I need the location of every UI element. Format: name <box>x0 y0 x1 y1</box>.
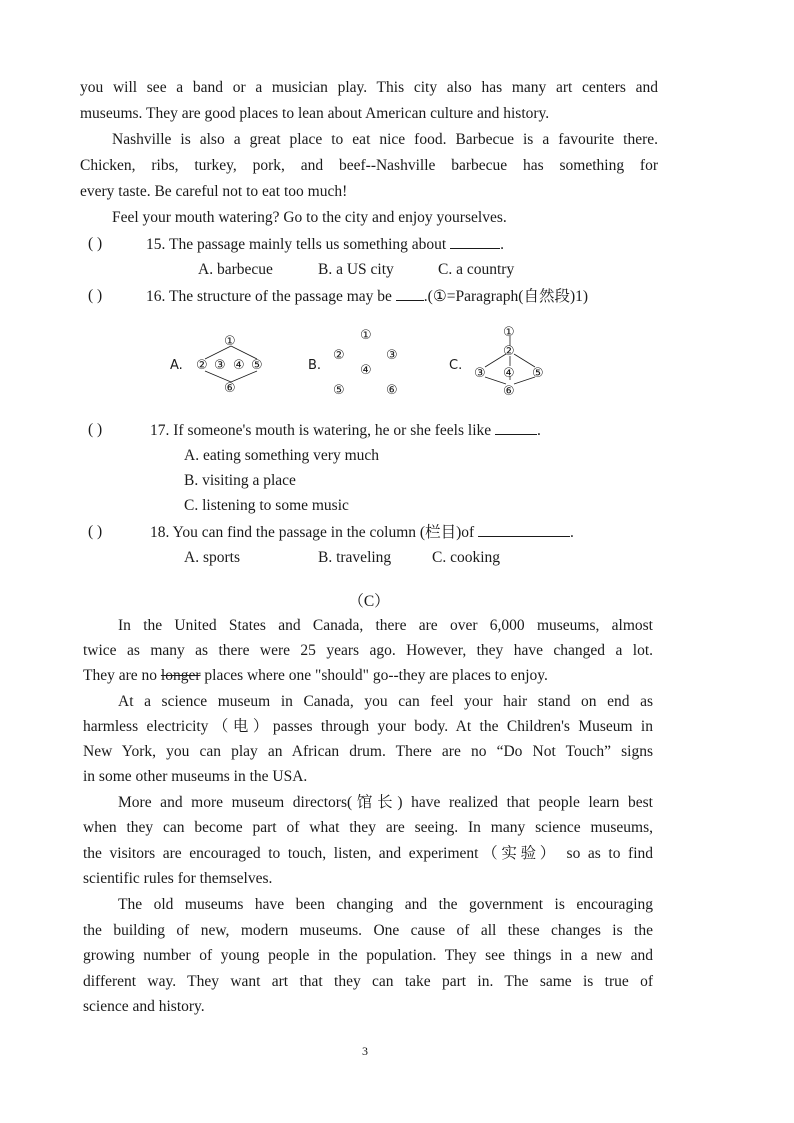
question-16-blank[interactable] <box>396 286 424 301</box>
passage-c-p4-line-4: different way. They want art that they can take part in. The same is true of <box>83 973 653 990</box>
question-16-stem: 16. The structure of the passage may be <box>146 288 392 305</box>
diagram-a-node-4: ④ <box>233 358 245 373</box>
diagram-a-node-6: ⑥ <box>224 381 236 396</box>
answer-paren-18[interactable]: ( ) <box>88 523 103 540</box>
passage-b-line-3: Nashville is also a great place to eat nice food. Barbecue is a favourite there. <box>112 131 658 148</box>
q17-option-c: C. listening to some music <box>184 497 349 514</box>
question-18-blank[interactable] <box>478 522 570 537</box>
structure-diagrams <box>160 322 560 402</box>
passage-b-line-2: museums. They are good places to lean about American culture and history. <box>80 105 550 122</box>
passage-c-p3-line-2: when they can become part of what they are seeing. In many science museums, <box>83 819 653 836</box>
passage-c-p3-line-3: the visitors are encouraged to touch, listen, and experiment（实验） so as to find <box>83 845 653 862</box>
question-18 <box>150 522 574 543</box>
page-number: 3 <box>362 1044 368 1058</box>
q17-option-b: B. visiting a place <box>184 472 296 489</box>
question-15-end: . <box>500 236 504 253</box>
question-16 <box>146 286 588 307</box>
diagram-b-label: B. <box>308 358 322 373</box>
question-15-stem: 15. The passage mainly tells us something about <box>146 236 447 253</box>
answer-paren-15[interactable]: ( ) <box>88 235 103 252</box>
diagram-a-node-1: ① <box>224 334 236 349</box>
diagram-c-node-2: ② <box>503 344 515 359</box>
passage-c-p1-line-2: twice as many as there were 25 years ago. However, they have changed a lot. <box>83 642 653 659</box>
q18-option-a: A. sports <box>184 549 240 566</box>
diagram-b-node-5: ⑤ <box>333 383 345 398</box>
passage-c-p1-line-1: In the United States and Canada, there are over 6,000 museums, almost <box>118 617 653 634</box>
passage-c-p4-line-1: The old museums have been changing and the government is encouraging <box>118 896 653 913</box>
passage-c-p1-line-3 <box>83 666 548 686</box>
diagram-c-node-1: ① <box>503 325 515 340</box>
passage-b-line-6: Feel your mouth watering? Go to the city and enjoy yourselves. <box>112 209 507 226</box>
q17-option-a: A. eating something very much <box>184 447 379 464</box>
answer-paren-17[interactable]: ( ) <box>88 421 103 438</box>
passage-c-p2-line-2: harmless electricity（电）passes through your body. At the Children's Museum in <box>83 718 653 735</box>
diagram-a-lines <box>205 346 257 382</box>
question-16-note: .(①=Paragraph(自然段)1) <box>423 288 589 305</box>
diagram-b-node-2: ② <box>333 348 345 363</box>
question-15 <box>146 234 504 255</box>
diagram-c-node-3: ③ <box>474 366 486 381</box>
question-18-end: . <box>570 524 574 541</box>
passage-b-line-4: Chicken, ribs, turkey, pork, and beef--Nashville barbecue has something for <box>80 157 658 174</box>
p1-line-3-end: places where one "should" go--they are places to enjoy. <box>200 667 548 684</box>
diagram-b-node-4: ④ <box>360 363 372 378</box>
question-17-blank[interactable] <box>495 420 537 435</box>
diagram-a-node-5: ⑤ <box>251 358 263 373</box>
passage-c-p4-line-5: science and history. <box>83 998 205 1015</box>
passage-c-p3-line-4: scientific rules for themselves. <box>83 870 273 887</box>
passage-c-p2-line-4: in some other museums in the USA. <box>83 768 308 785</box>
question-17-stem: 17. If someone's mouth is watering, he or she feels like <box>150 422 492 439</box>
diagram-a-node-2: ② <box>196 358 208 373</box>
section-title: （C） <box>348 593 390 610</box>
passage-b-line-5: every taste. Be careful not to eat too much! <box>80 183 348 200</box>
passage-c-p3-line-1: More and more museum directors(馆长) have realized that people learn best <box>118 794 653 811</box>
diagram-c-label: C. <box>449 358 463 373</box>
q15-option-b: B. a US city <box>318 261 394 278</box>
passage-c-p2-line-1: At a science museum in Canada, you can feel your hair stand on end as <box>118 693 653 710</box>
q18-option-c: C. cooking <box>432 549 501 566</box>
passage-c-p4-line-3: growing number of young people in the population. They see things in a new and <box>83 947 653 964</box>
diagram-c-node-5: ⑤ <box>532 366 544 381</box>
q18-option-b: B. traveling <box>318 549 392 566</box>
answer-paren-16[interactable]: ( ) <box>88 287 103 304</box>
diagram-b-node-1: ① <box>360 328 372 343</box>
diagram-b-node-6: ⑥ <box>386 383 398 398</box>
passage-c-p2-line-3: New York, you can play an African drum. There are no “Do Not Touch” signs <box>83 743 653 760</box>
passage-b-line-1: you will see a band or a musician play. This city also has many art centers and <box>80 79 658 96</box>
diagram-b-node-3: ③ <box>386 348 398 363</box>
q15-option-c: C. a country <box>438 261 515 278</box>
diagram-a-node-3: ③ <box>214 358 226 373</box>
struck-word: longer <box>160 667 201 684</box>
diagram-c-node-6: ⑥ <box>503 384 515 399</box>
question-18-stem: 18. You can find the passage in the column (栏目)of <box>150 524 475 541</box>
q15-option-a: A. barbecue <box>198 261 273 278</box>
diagram-a-label: A. <box>170 358 183 373</box>
question-17 <box>150 420 541 441</box>
p1-line-3-start: They are no <box>83 667 161 684</box>
passage-c-p4-line-2: the building of new, modern museums. One cause of all these changes is the <box>83 922 653 939</box>
question-17-end: . <box>537 422 541 439</box>
diagram-c-node-4: ④ <box>503 366 515 381</box>
question-15-blank[interactable] <box>450 234 500 249</box>
